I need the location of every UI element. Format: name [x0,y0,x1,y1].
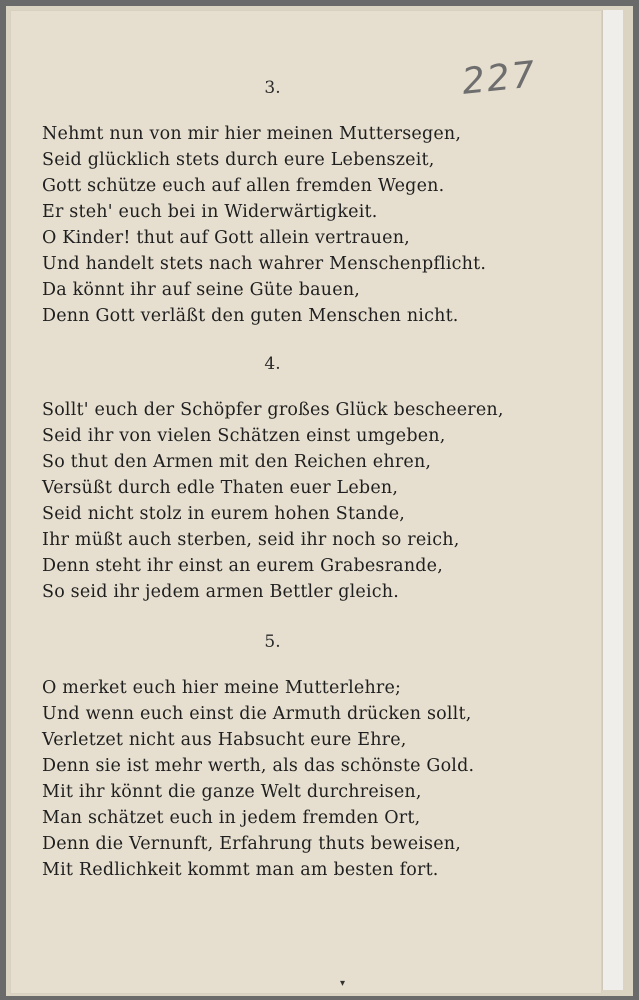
verse-line: O Kinder! thut auf Gott allein vertrauen, [42,228,410,248]
verse-line: Mit Redlichkeit kommt man am besten fort. [42,860,439,880]
verse-line: Da könnt ihr auf seine Güte bauen, [42,280,361,300]
stanza-number: 4. [264,354,281,374]
verse-line: Ihr müßt auch sterben, seid ihr noch so reich, [42,530,460,550]
verse-line: Seid nicht stolz in eurem hohen Stande, [42,504,406,524]
verse-line: O merket euch hier meine Mutterlehre; [42,678,402,698]
page-edge [602,10,623,990]
verse-line: Denn sie ist mehr werth, als das schönste Gold. [42,756,475,776]
verse-line: Er steh' euch bei in Widerwärtigkeit. [42,202,378,222]
verse-line: Versüßt durch edle Thaten euer Leben, [42,478,399,498]
verse-line: Sollt' euch der Schöpfer großes Glück bescheeren, [42,400,504,420]
verse-line: Seid ihr von vielen Schätzen einst umgeben, [42,426,446,446]
handwritten-page-number: 227 [460,54,539,103]
verse-line: Mit ihr könnt die ganze Welt durchreisen, [42,782,422,802]
verse-line: Denn Gott verläßt den guten Menschen nicht. [42,306,459,326]
stanza-number: 3. [264,78,281,98]
verse-line: So thut den Armen mit den Reichen ehren, [42,452,432,472]
verse-line: Nehmt nun von mir hier meinen Muttersegen, [42,124,462,144]
verse-line: Gott schütze euch auf allen fremden Wegen. [42,176,445,196]
verse-line: Verletzet nicht aus Habsucht eure Ehre, [42,730,407,750]
verse-line: So seid ihr jedem armen Bettler gleich. [42,582,400,602]
verse-line: Denn die Vernunft, Erfahrung thuts beweisen, [42,834,462,854]
verse-line: Denn steht ihr einst an eurem Grabesrande, [42,556,444,576]
verse-line: Und wenn euch einst die Armuth drücken sollt, [42,704,472,724]
verse-line: Seid glücklich stets durch eure Lebenszeit, [42,150,435,170]
verse-line: Und handelt stets nach wahrer Menschenpflicht. [42,254,487,274]
verse-line: Man schätzet euch in jedem fremden Ort, [42,808,421,828]
stanza-number: 5. [264,632,281,652]
print-mark: ▾ [340,978,346,989]
